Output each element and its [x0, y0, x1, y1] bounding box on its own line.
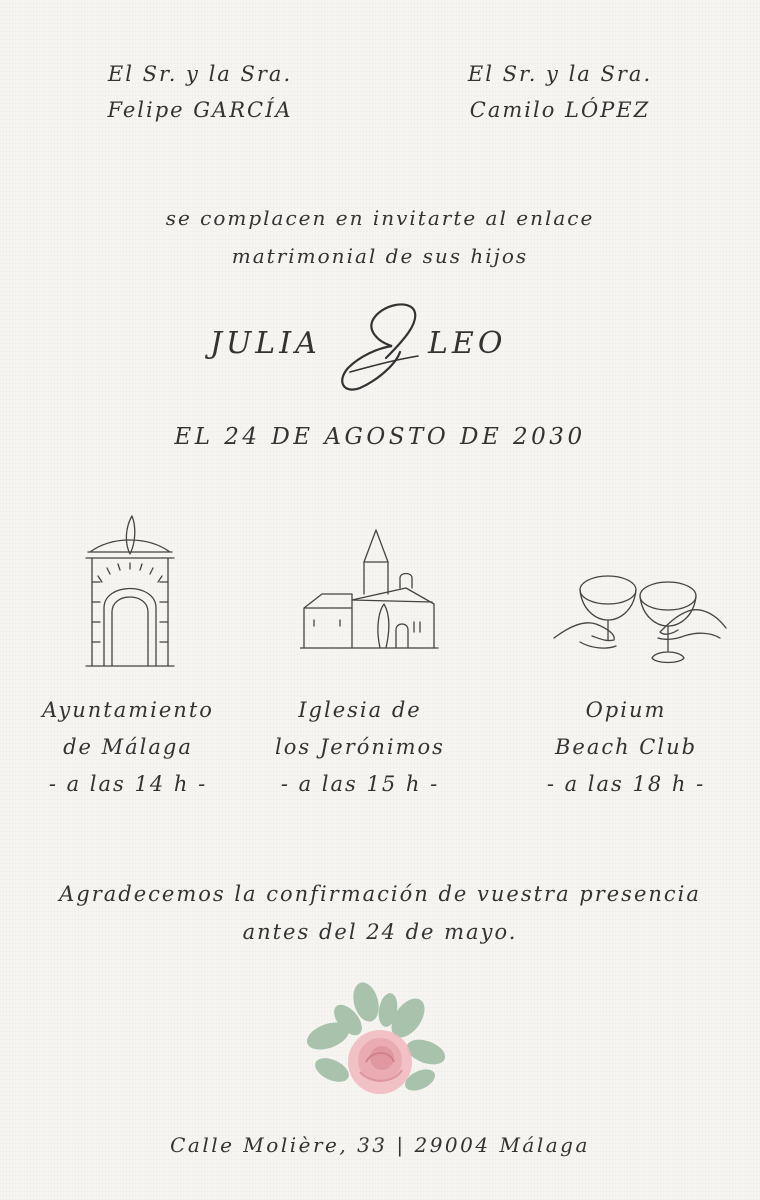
- venue-town-hall-line-1: Ayuntamiento: [42, 698, 214, 722]
- town-hall-arch-icon: [80, 512, 180, 672]
- venue-church: [245, 692, 475, 803]
- intro-line-1: se complacen en invitarte al enlace: [165, 206, 595, 230]
- wedding-date: EL 24 DE AGOSTO DE 2030: [174, 424, 586, 450]
- intro-line-2: matrimonial de sus hijos: [231, 244, 529, 268]
- venue-church-line-2: los Jerónimos: [275, 735, 445, 759]
- venue-beach-club-time: - a las 18 h -: [546, 772, 706, 796]
- rsvp-text: [40, 875, 720, 951]
- bride-name: JULIA: [210, 326, 321, 361]
- rsvp-line-2: antes del 24 de mayo.: [242, 920, 518, 944]
- venue-town-hall-line-2: de Málaga: [63, 735, 193, 759]
- venue-beach-club-line-1: Opium: [585, 698, 667, 722]
- venue-church-line-1: Iglesia de: [298, 698, 422, 722]
- venue-town-hall-time: - a las 14 h -: [48, 772, 208, 796]
- venue-beach-club-line-2: Beach Club: [554, 735, 698, 759]
- parents-left-name: Felipe GARCÍA: [107, 98, 293, 122]
- parents-right-title: El Sr. y la Sra.: [467, 62, 653, 86]
- parents-left-title: El Sr. y la Sra.: [107, 62, 293, 86]
- watercolor-rose-icon: [296, 980, 456, 1110]
- toast-glasses-icon: [550, 562, 730, 672]
- venue-beach-club: [511, 692, 741, 803]
- venue-church-time: - a las 15 h -: [280, 772, 440, 796]
- intro-text: [80, 199, 680, 275]
- rsvp-line-1: Agradecemos la confirmación de vuestra presencia: [59, 882, 701, 906]
- church-icon: [300, 522, 440, 652]
- parents-right-name: Camilo LÓPEZ: [469, 98, 651, 122]
- ampersand-icon: [320, 298, 430, 398]
- parents-left: [80, 56, 320, 128]
- groom-name: LEO: [428, 326, 507, 361]
- venue-address: Calle Molière, 33 | 29004 Málaga: [170, 1133, 590, 1157]
- couple-names: [150, 296, 610, 406]
- parents-right: [440, 56, 680, 128]
- venue-town-hall: [13, 692, 243, 803]
